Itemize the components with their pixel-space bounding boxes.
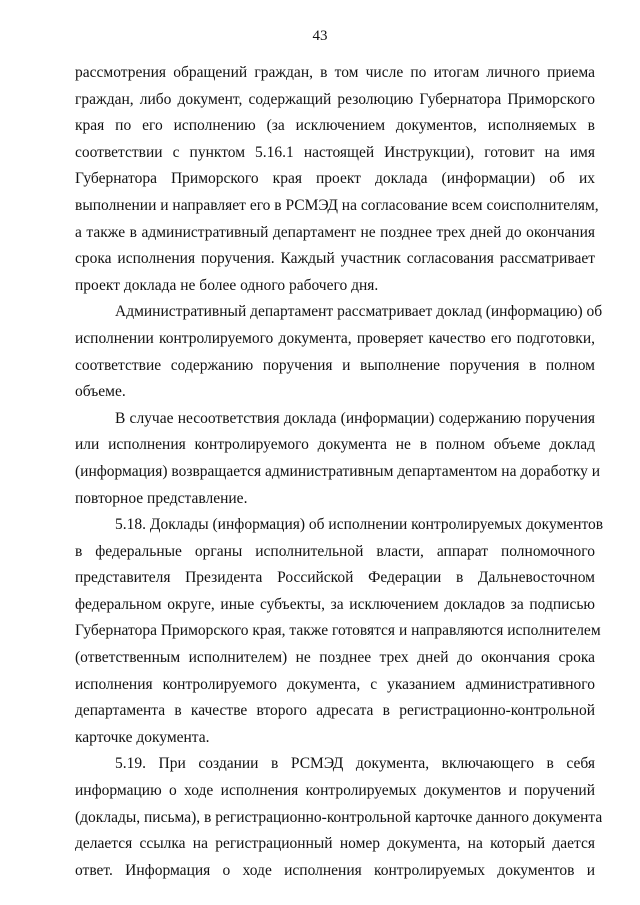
paragraph-5-18 [75,512,604,751]
text-line: федеральном округе, иные субъекты, за исключением докладов за подписью [75,595,595,613]
text-line: Губернатора Приморского края, также готовятся и направляются исполнителем [75,622,601,640]
text-line: делается ссылка на регистрационный номер документа, на который дается [75,835,595,853]
text-line: департамента в качестве второго адресата в регистрационно-контрольной [75,702,595,720]
text-line: соответствие содержанию поручения и выполнение поручения в полном [75,356,595,374]
text-line: карточке документа. [75,728,210,746]
paragraph-continuation [75,60,599,299]
text-line: ответ. Информация о ходе исполнения контролируемых документов и [75,861,595,879]
text-line: повторное представление. [75,489,248,507]
text-line: срока исполнения поручения. Каждый участник согласования рассматривает [75,250,595,268]
text-line: выполнении и направляет его в РСМЭД на согласование всем соисполнителям, [75,196,599,214]
paragraph-admin-review [75,299,603,405]
text-line: информацию о ходе исполнения контролируемых документов и поручений [75,782,595,800]
page-number: 43 [312,28,328,44]
text-line: 5.19. При создании в РСМЭД документа, включающего в себя [115,755,595,773]
text-line: исполнения контролируемого документа, с указанием административного [75,675,595,693]
text-line: (доклады, письма), в регистрационно-контрольной карточке данного документа [75,808,603,826]
text-line: 5.18. Доклады (информация) об исполнении контролируемых документов [115,516,604,534]
document-body [75,60,604,884]
text-line: проект доклада не более одного рабочего дня. [75,276,379,294]
text-line: (информация) возвращается административным департаментом на доработку и [75,462,601,480]
text-line: (ответственным исполнителем) не позднее трех дней до окончания срока [75,649,595,667]
paragraph-mismatch [75,406,601,512]
text-line: Губернатора Приморского края проект доклада (информации) об их [75,170,595,188]
text-line: края по его исполнению (за исключением документов, исполняемых в [75,117,595,135]
text-line: или исполнения контролируемого документа не в полном объеме доклад [75,436,595,454]
text-line: В случае несоответствия доклада (информации) содержанию поручения [115,409,595,427]
text-line: Административный департамент рассматривает доклад (информацию) об [115,303,603,321]
text-line: а также в административный департамент не позднее трех дней до окончания [75,223,595,241]
text-line: граждан, либо документ, содержащий резолюцию Губернатора Приморского [75,90,595,108]
text-line: объеме. [75,383,126,401]
text-line: представителя Президента Российской Федерации в Дальневосточном [75,569,595,587]
text-line: рассмотрения обращений граждан, в том числе по итогам личного приема [75,64,595,81]
text-line: соответствии с пунктом 5.16.1 настоящей Инструкции), готовит на имя [75,143,595,161]
paragraph-5-19 [75,751,603,884]
text-line: исполнении контролируемого документа, проверяет качество его подготовки, [75,329,595,347]
text-line: в федеральные органы исполнительной власти, аппарат полномочного [75,542,595,560]
